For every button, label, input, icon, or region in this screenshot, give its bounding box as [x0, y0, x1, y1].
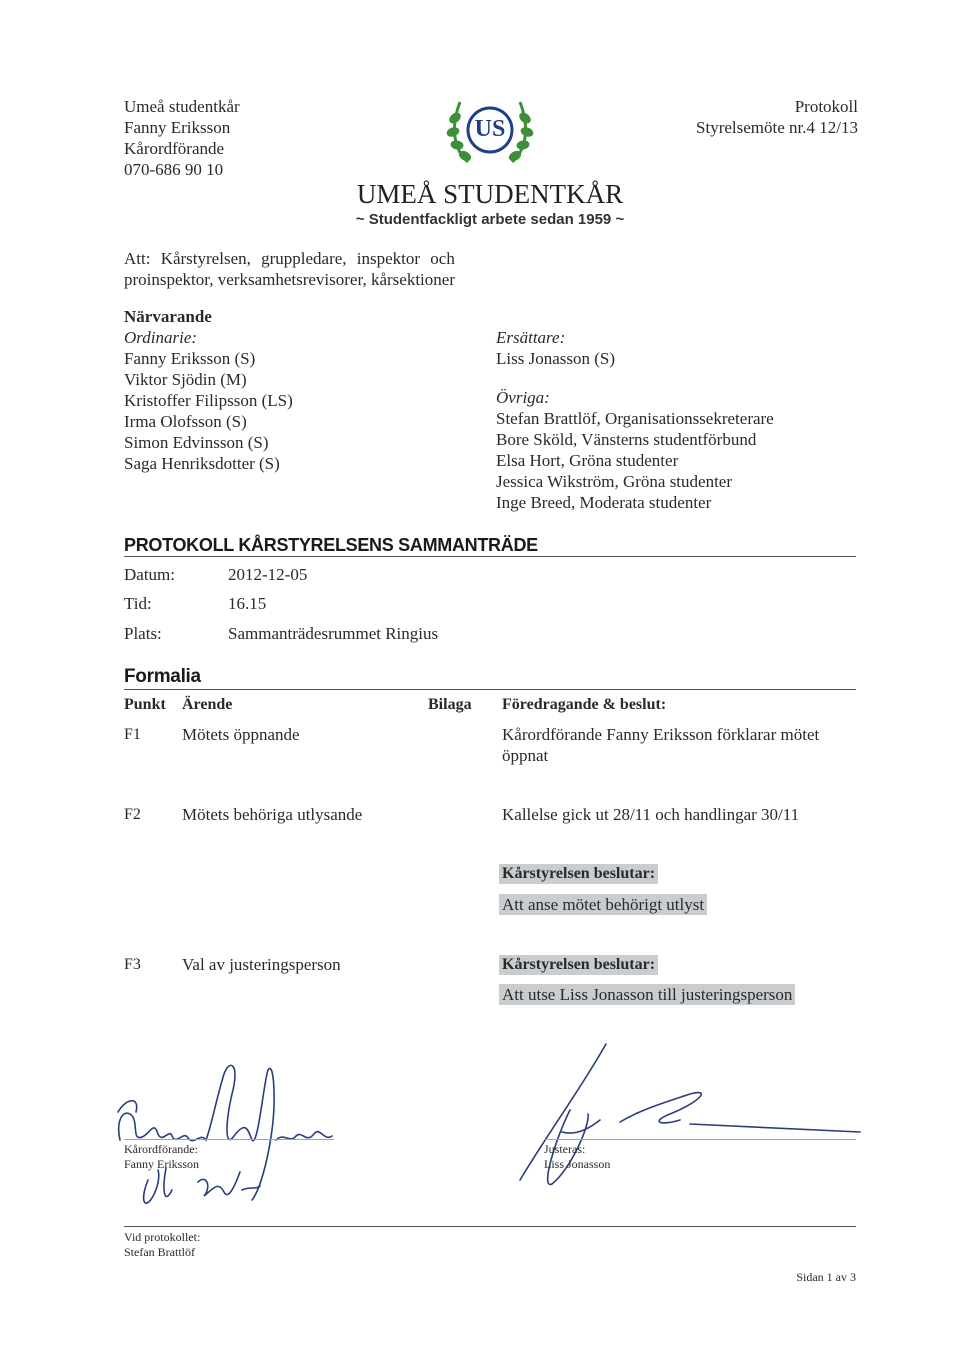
- col-bilaga: Bilaga: [428, 696, 472, 713]
- page-number: Sidan 1 av 3: [796, 1270, 856, 1284]
- attendee: Liss Jonasson (S): [496, 349, 616, 368]
- attendee: Saga Henriksdotter (S): [124, 454, 280, 473]
- recipients: [124, 248, 455, 290]
- col-beslut: Föredragande & beslut:: [502, 696, 667, 713]
- logo-initials: US: [474, 116, 506, 142]
- decision-text: Att utse Liss Jonasson till justeringsperson: [499, 984, 795, 1005]
- ersattare-label: Ersättare:: [496, 328, 566, 347]
- item-id: F1: [124, 726, 141, 743]
- logo-tagline: ~ Studentfackligt arbete sedan 1959 ~: [355, 211, 625, 228]
- item-text: Kallelse gick ut 28/11 och handlingar 30/11: [502, 805, 800, 824]
- date-label: Datum:: [124, 565, 175, 584]
- divider: [544, 1139, 856, 1140]
- signatory-name: Fanny Eriksson: [124, 1157, 199, 1171]
- item-id: F2: [124, 806, 141, 823]
- decision-text: Att anse mötet behörigt utlyst: [499, 894, 707, 915]
- item-text: [502, 724, 852, 766]
- item-title: Mötets öppnande: [182, 725, 300, 744]
- doc-type: Protokoll: [794, 97, 858, 116]
- attendee: Fanny Eriksson (S): [124, 349, 256, 368]
- item-id: F3: [124, 956, 141, 973]
- signatory-role: Vid protokollet:: [124, 1230, 201, 1244]
- signature-right: [544, 1142, 610, 1172]
- attendance-heading: Närvarande: [124, 307, 212, 326]
- place-value: Sammanträdesrummet Ringius: [228, 624, 439, 643]
- ordinarie-block: [124, 327, 293, 474]
- sender-name: Fanny Eriksson: [124, 118, 231, 137]
- signatory-name: Liss Jonasson: [544, 1157, 611, 1171]
- attendee: Kristoffer Filipsson (LS): [124, 391, 293, 410]
- date-value: 2012-12-05: [228, 565, 308, 584]
- col-arende: Ärende: [182, 696, 233, 713]
- sender-role: Kårordförande: [124, 139, 225, 158]
- attendee: Stefan Brattlöf, Organisationssekreterare: [496, 409, 774, 428]
- attendee: Jessica Wikström, Gröna studenter: [496, 472, 733, 491]
- attendee: Viktor Sjödin (M): [124, 370, 247, 389]
- attendee: Irma Olofsson (S): [124, 412, 247, 431]
- divider: [124, 689, 856, 690]
- sender-block: [124, 96, 240, 180]
- attendee: Inge Breed, Moderata studenter: [496, 493, 712, 512]
- logo-name: UMEÅ STUDENTKÅR: [356, 179, 624, 209]
- item-title: Mötets behöriga utlysande: [182, 805, 363, 824]
- ovriga-block: [496, 387, 774, 513]
- ersattare-block: [496, 327, 615, 369]
- signatory-role: Kårordförande:: [124, 1142, 198, 1156]
- signature-scribbles: [100, 1040, 880, 1240]
- signature-left: [124, 1142, 199, 1172]
- attendee: Bore Sköld, Vänsterns studentförbund: [496, 430, 757, 449]
- signatory-role: Justeras:: [544, 1142, 586, 1156]
- logo-emblem: [440, 88, 540, 170]
- signature-bottom: [124, 1230, 200, 1260]
- col-punkt: Punkt: [124, 696, 166, 713]
- decision-label: Kårstyrelsen beslutar:: [499, 955, 658, 975]
- ovriga-label: Övriga:: [496, 388, 550, 407]
- time-label: Tid:: [124, 594, 152, 613]
- ordinarie-label: Ordinarie:: [124, 328, 198, 347]
- decision-label: Kårstyrelsen beslutar:: [499, 864, 658, 884]
- recipients-line2: proinspektor, verksamhetsrevisorer, kårsektioner: [124, 270, 455, 289]
- divider: [124, 1226, 856, 1227]
- sender-org: Umeå studentkår: [124, 97, 240, 116]
- divider: [124, 1139, 334, 1140]
- sender-phone: 070-686 90 10: [124, 160, 224, 179]
- doc-header-right: [696, 96, 858, 138]
- divider: [124, 556, 856, 557]
- item-text-line: Kårordförande Fanny Eriksson förklarar mötet: [502, 725, 820, 744]
- signatory-name: Stefan Brattlöf: [124, 1245, 195, 1259]
- time-value: 16.15: [228, 594, 267, 613]
- meeting-ref: Styrelsemöte nr.4 12/13: [696, 118, 858, 137]
- formalia-heading: Formalia: [124, 666, 201, 687]
- protocol-heading: PROTOKOLL KÅRSTYRELSENS SAMMANTRÄDE: [124, 535, 538, 555]
- attendee: Simon Edvinsson (S): [124, 433, 269, 452]
- attendee: Elsa Hort, Gröna studenter: [496, 451, 679, 470]
- item-title: Val av justeringsperson: [182, 955, 341, 974]
- item-text-line: öppnat: [502, 746, 549, 765]
- recipients-line1: Att: Kårstyrelsen, gruppledare, inspektor och: [124, 249, 455, 268]
- place-label: Plats:: [124, 624, 162, 643]
